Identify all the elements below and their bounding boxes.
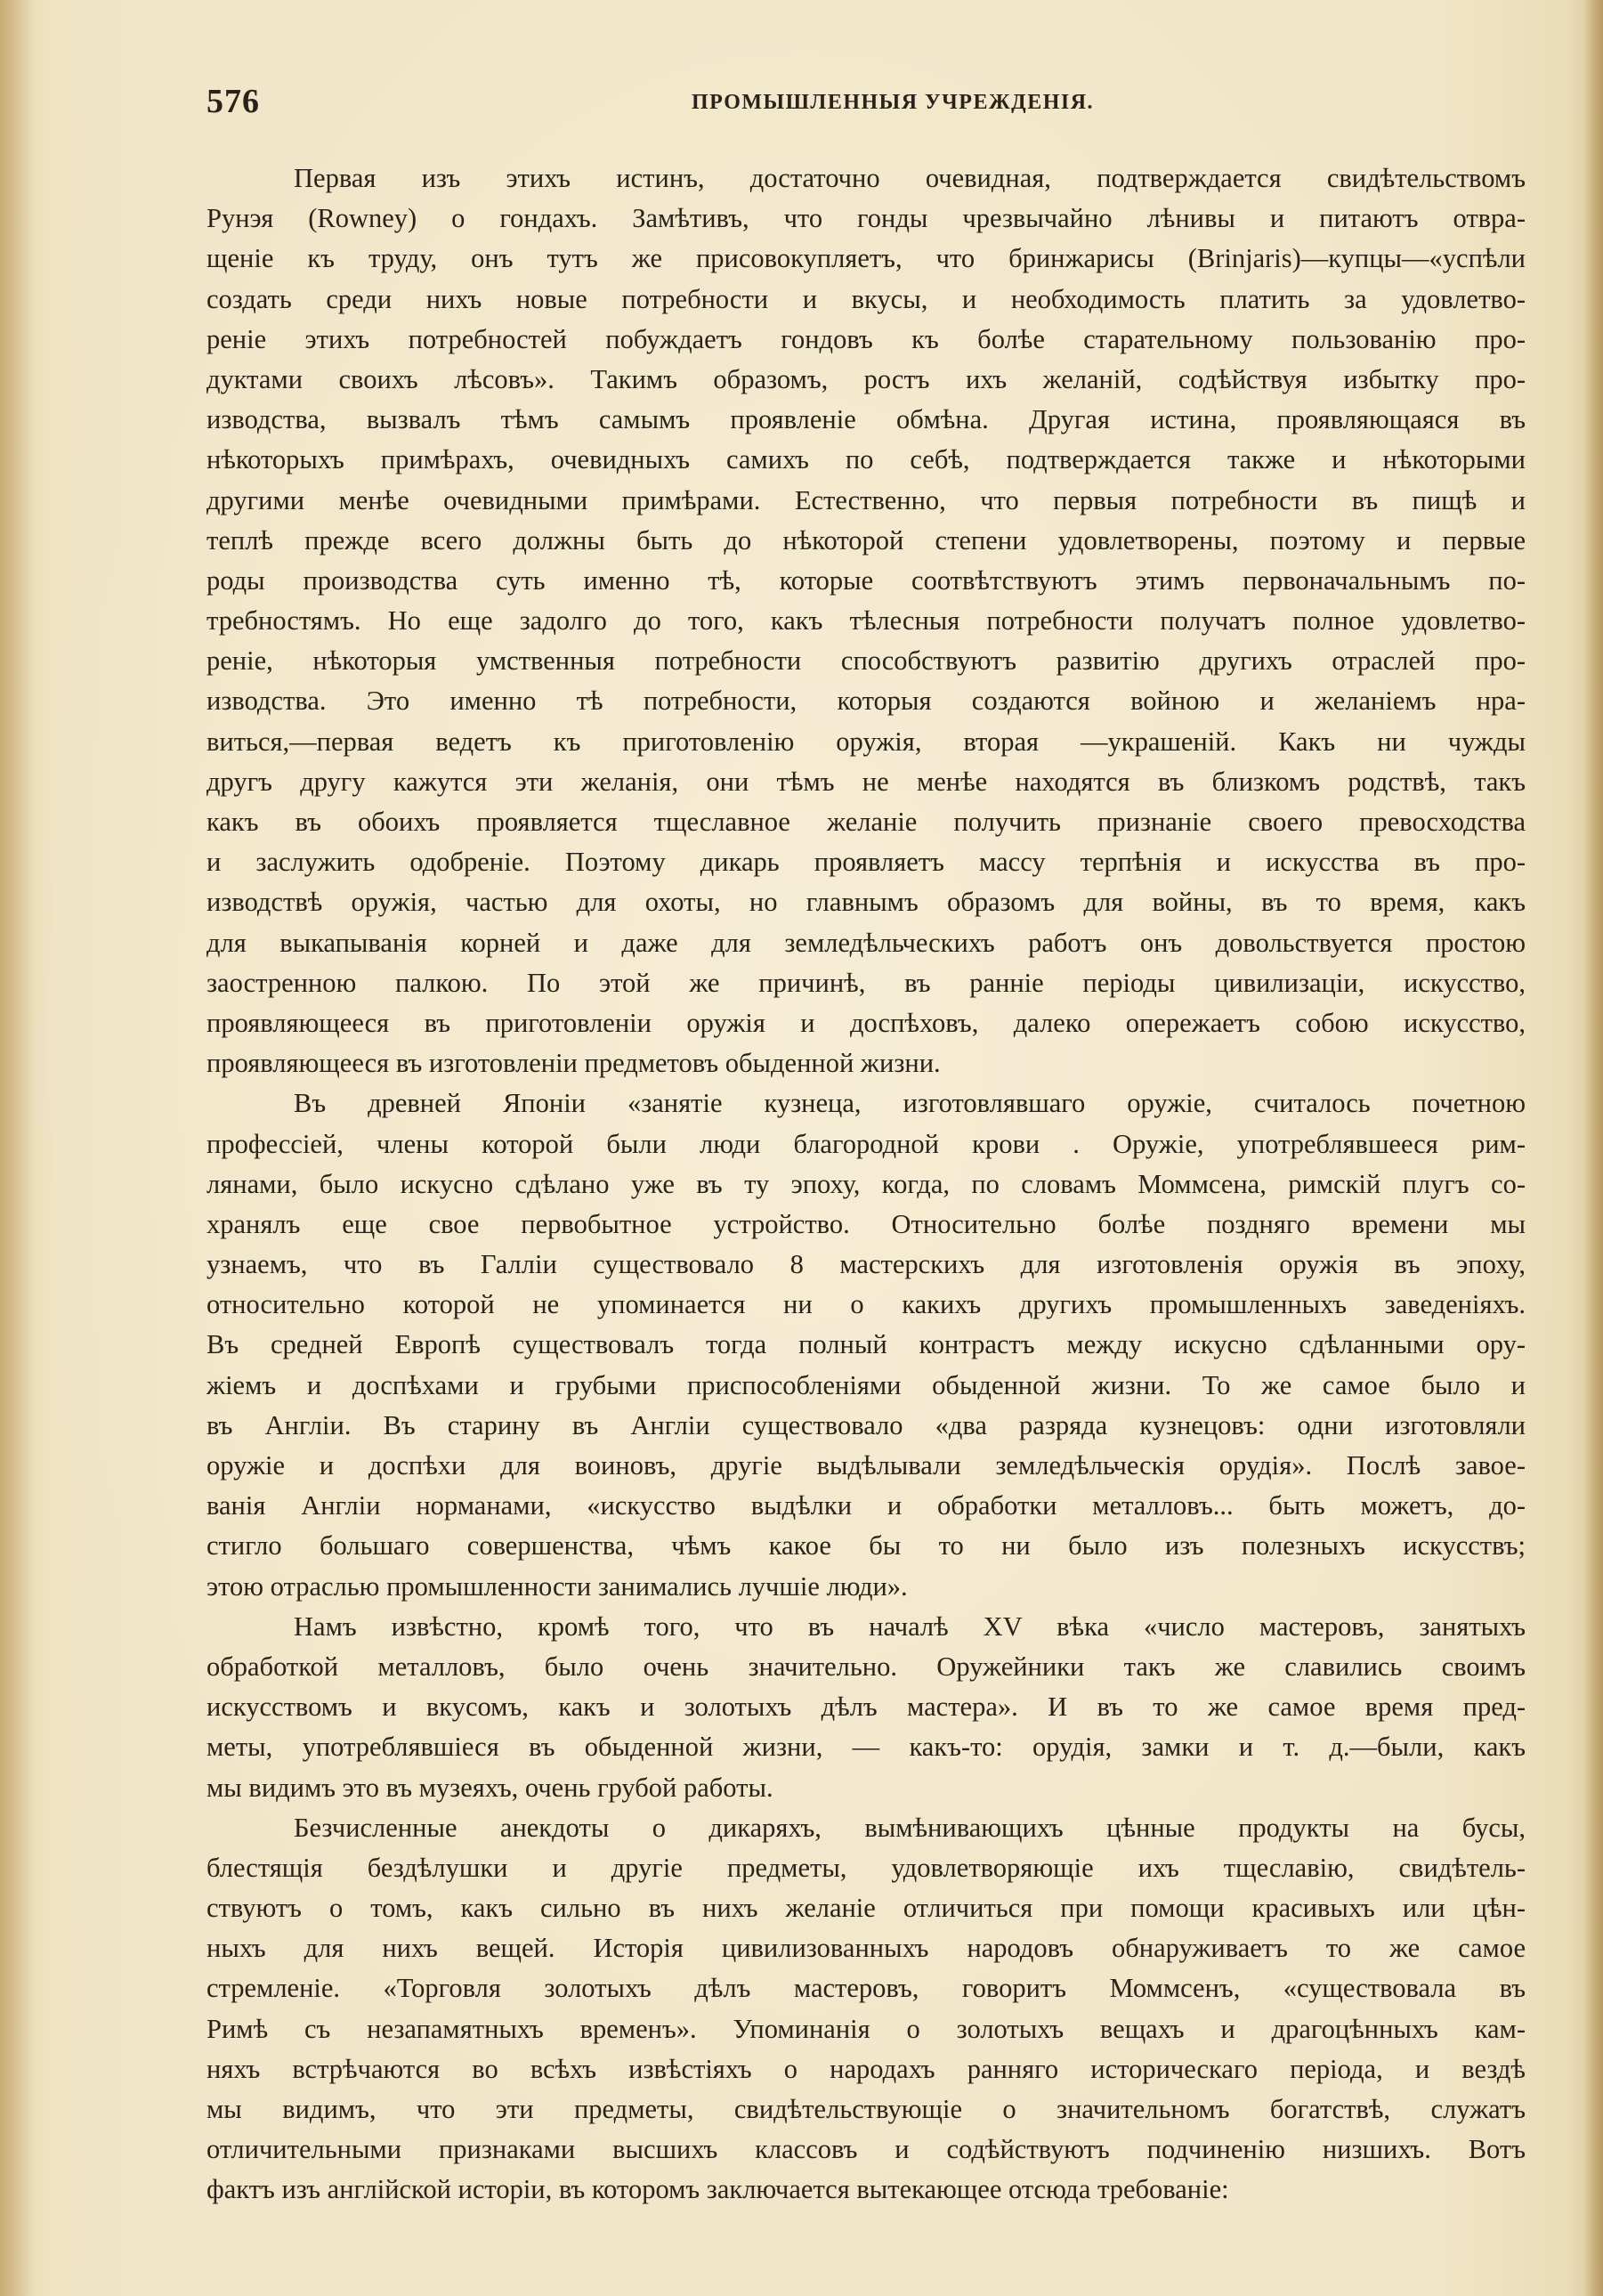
text-line: оружіе и доспѣхи для воиновъ, другіе выдѣлывали земледѣльческія орудія». Послѣ завое- [206,1450,1526,1481]
text-line: другими менѣе очевидными примѣрами. Естественно, что первыя потребности въ пищѣ и [206,484,1526,515]
text-line: проявляющееся въ изготовленіи предметовъ обыденной жизни. [206,1048,941,1079]
running-title: ПРОМЫШЛЕННЫЯ УЧРЕЖДЕНІЯ. [692,91,1095,114]
paragraph-1 [206,158,1526,1083]
text-line: Рунэя (Rowney) о гондахъ. Замѣтивъ, что гонды чрезвычайно лѣнивы и питаютъ отвра- [206,203,1526,234]
text-line: фактъ изъ англійской исторіи, въ которомъ заключается вытекающее отсюда требованіе: [206,2174,1229,2205]
text-line: Безчисленные анекдоты о дикаряхъ, вымѣнивающихъ цѣнные продукты на бусы, [294,1812,1526,1843]
paragraph-4 [206,1808,1526,2211]
text-line: изводства, вызвалъ тѣмъ самымъ проявленіе обмѣна. Другая истина, проявляющаяся въ [206,404,1526,435]
text-line: Намъ извѣстно, кромѣ того, что въ началѣ XV вѣка «число мастеровъ, занятыхъ [294,1610,1526,1642]
text-line: теплѣ прежде всего должны быть до нѣкоторой степени удовлетворены, поэтому и первые [206,524,1526,556]
text-line: роды производства суть именно тѣ, которые соотвѣтствуютъ этимъ первоначальнымъ по- [206,564,1526,596]
page-gutter-stain [0,0,34,2296]
page-header [206,82,1524,126]
text-line: проявляющееся въ приготовленіи оружія и доспѣховъ, далеко опережаетъ собою искусство, [206,1007,1526,1038]
text-line: требностямъ. Но еще задолго до того, какъ тѣлесныя потребности получатъ полное удовлетво- [206,605,1526,637]
text-line: Въ средней Европѣ существовалъ тогда полный контрастъ между искусно сдѣланными ору- [206,1329,1526,1360]
text-line: какъ въ обоихъ проявляется тщеславное желаніе получить признаніе своего превосходства [206,807,1526,837]
text-line: Римѣ съ незапамятныхъ временъ». Упоминанія о золотыхъ вещахъ и драгоцѣнныхъ кам- [206,2013,1526,2044]
text-line: няхъ встрѣчаются во всѣхъ извѣстіяхъ о народахъ ранняго историческаго періода, и вездѣ [206,2053,1526,2084]
text-line: другъ другу кажутся эти желанія, они тѣмъ не менѣе находятся въ близкомъ родствѣ, такъ [206,766,1526,797]
body-text [206,158,1526,2211]
page-edge-shadow [1583,0,1603,2296]
text-line: мы видимъ это въ музеяхъ, очень грубой работы. [206,1772,773,1803]
paragraph-2 [206,1083,1526,1606]
text-line: создать среди нихъ новые потребности и вкусы, и необходимость платить за удовлетво- [206,283,1526,314]
text-line: нѣкоторыхъ примѣрахъ, очевидныхъ самихъ по себѣ, подтверждается также и нѣкоторыми [206,444,1526,475]
text-line: меты, употреблявшіеся въ обыденной жизни, — какъ-то: орудія, замки и т. д.—были, какъ [206,1732,1526,1763]
text-line: ствуютъ о томъ, какъ сильно въ нихъ желаніе отличиться при помощи красивыхъ или цѣн- [206,1893,1526,1924]
text-line: изводствѣ оружія, частью для охоты, но главнымъ образомъ для войны, въ то время, какъ [206,887,1526,918]
text-line: Въ древней Японіи «занятіе кузнеца, изготовлявшаго оружіе, считалось почетною [294,1088,1526,1119]
text-line: искусствомъ и вкусомъ, какъ и золотыхъ дѣлъ мастера». И въ то же самое время пред- [206,1692,1526,1723]
text-line: реніе этихъ потребностей побуждаетъ гондовъ къ болѣе старательному пользованію про- [206,323,1526,354]
text-line: Первая изъ этихъ истинъ, достаточно очевидная, подтверждается свидѣтельствомъ [294,163,1526,193]
text-line: обработкой металловъ, было очень значительно. Оружейники такъ же славились своимъ [206,1651,1526,1682]
text-line: для выкапыванія корней и даже для земледѣльческихъ работъ онъ довольствуется простою [206,927,1526,958]
text-line: изводства. Это именно тѣ потребности, которыя создаются войною и желаніемъ нра- [206,686,1526,717]
text-line: стигло большаго совершенства, чѣмъ какое бы то ни было изъ полезныхъ искусствъ; [206,1530,1526,1562]
text-line: заостренною палкою. По этой же причинѣ, въ ранніе періоды цивилизаціи, искусство, [206,967,1526,998]
text-line: жіемъ и доспѣхами и грубыми приспособленіями обыденной жизни. То же самое было и [206,1369,1526,1400]
text-line: щеніе къ труду, онъ тутъ же присовокупляетъ, что бринжарисы (Brinjaris)—купцы—«успѣли [206,243,1526,274]
text-line: ныхъ для нихъ вещей. Исторія цивилизованныхъ народовъ обнаруживаетъ то же самое [206,1933,1526,1964]
text-line: стремленіе. «Торговля золотыхъ дѣлъ мастеровъ, говоритъ Моммсенъ, «существовала въ [206,1973,1526,2004]
text-line: ванія Англіи норманами, «искусство выдѣлки и обработки металловъ... быть можетъ, до- [206,1490,1526,1521]
text-line: мы видимъ, что эти предметы, свидѣтельствующіе о значительномъ богатствѣ, служатъ [206,2094,1526,2124]
page-number: 576 [206,83,260,120]
text-line: хранялъ еще свое первобытное устройство. Относительно болѣе поздняго времени мы [206,1208,1526,1239]
text-line: блестящія бездѣлушки и другіе предметы, удовлетворяющіе ихъ тщеславію, свидѣтель- [206,1852,1526,1883]
text-line: виться,—первая ведетъ къ приготовленію оружія, вторая —украшеній. Какъ ни чужды [206,726,1526,757]
paragraph-3 [206,1607,1526,1808]
text-line: дуктами своихъ лѣсовъ». Такимъ образомъ, ростъ ихъ желаній, содѣйствуя избытку про- [206,363,1526,394]
text-line: реніе, нѣкоторыя умственныя потребности способствуютъ развитію другихъ отраслей про- [206,645,1526,677]
text-line: лянами, было искусно сдѣлано уже въ ту эпоху, когда, по словамъ Моммсена, римскій плугъ со- [206,1168,1526,1199]
text-line: въ Англіи. Въ старину въ Англіи существовало «два разряда кузнецовъ: одни изготовляли [206,1409,1526,1440]
text-line: относительно которой не упоминается ни о какихъ другихъ промышленныхъ заведеніяхъ. [206,1289,1526,1320]
text-line: этою отраслью промышленности занимались лучшіе люди». [206,1570,908,1602]
text-line: отличительными признаками высшихъ классовъ и содѣйствуютъ подчиненію низшихъ. Вотъ [206,2134,1526,2165]
text-line: узнаемъ, что въ Галліи существовало 8 мастерскихъ для изготовленія оружія въ эпоху, [206,1249,1526,1280]
text-line: профессіей, члены которой были люди благородной крови . Оружіе, употреблявшееся рим- [206,1128,1526,1159]
text-line: и заслужить одобреніе. Поэтому дикарь проявляетъ массу терпѣнія и искусства въ про- [206,847,1526,878]
